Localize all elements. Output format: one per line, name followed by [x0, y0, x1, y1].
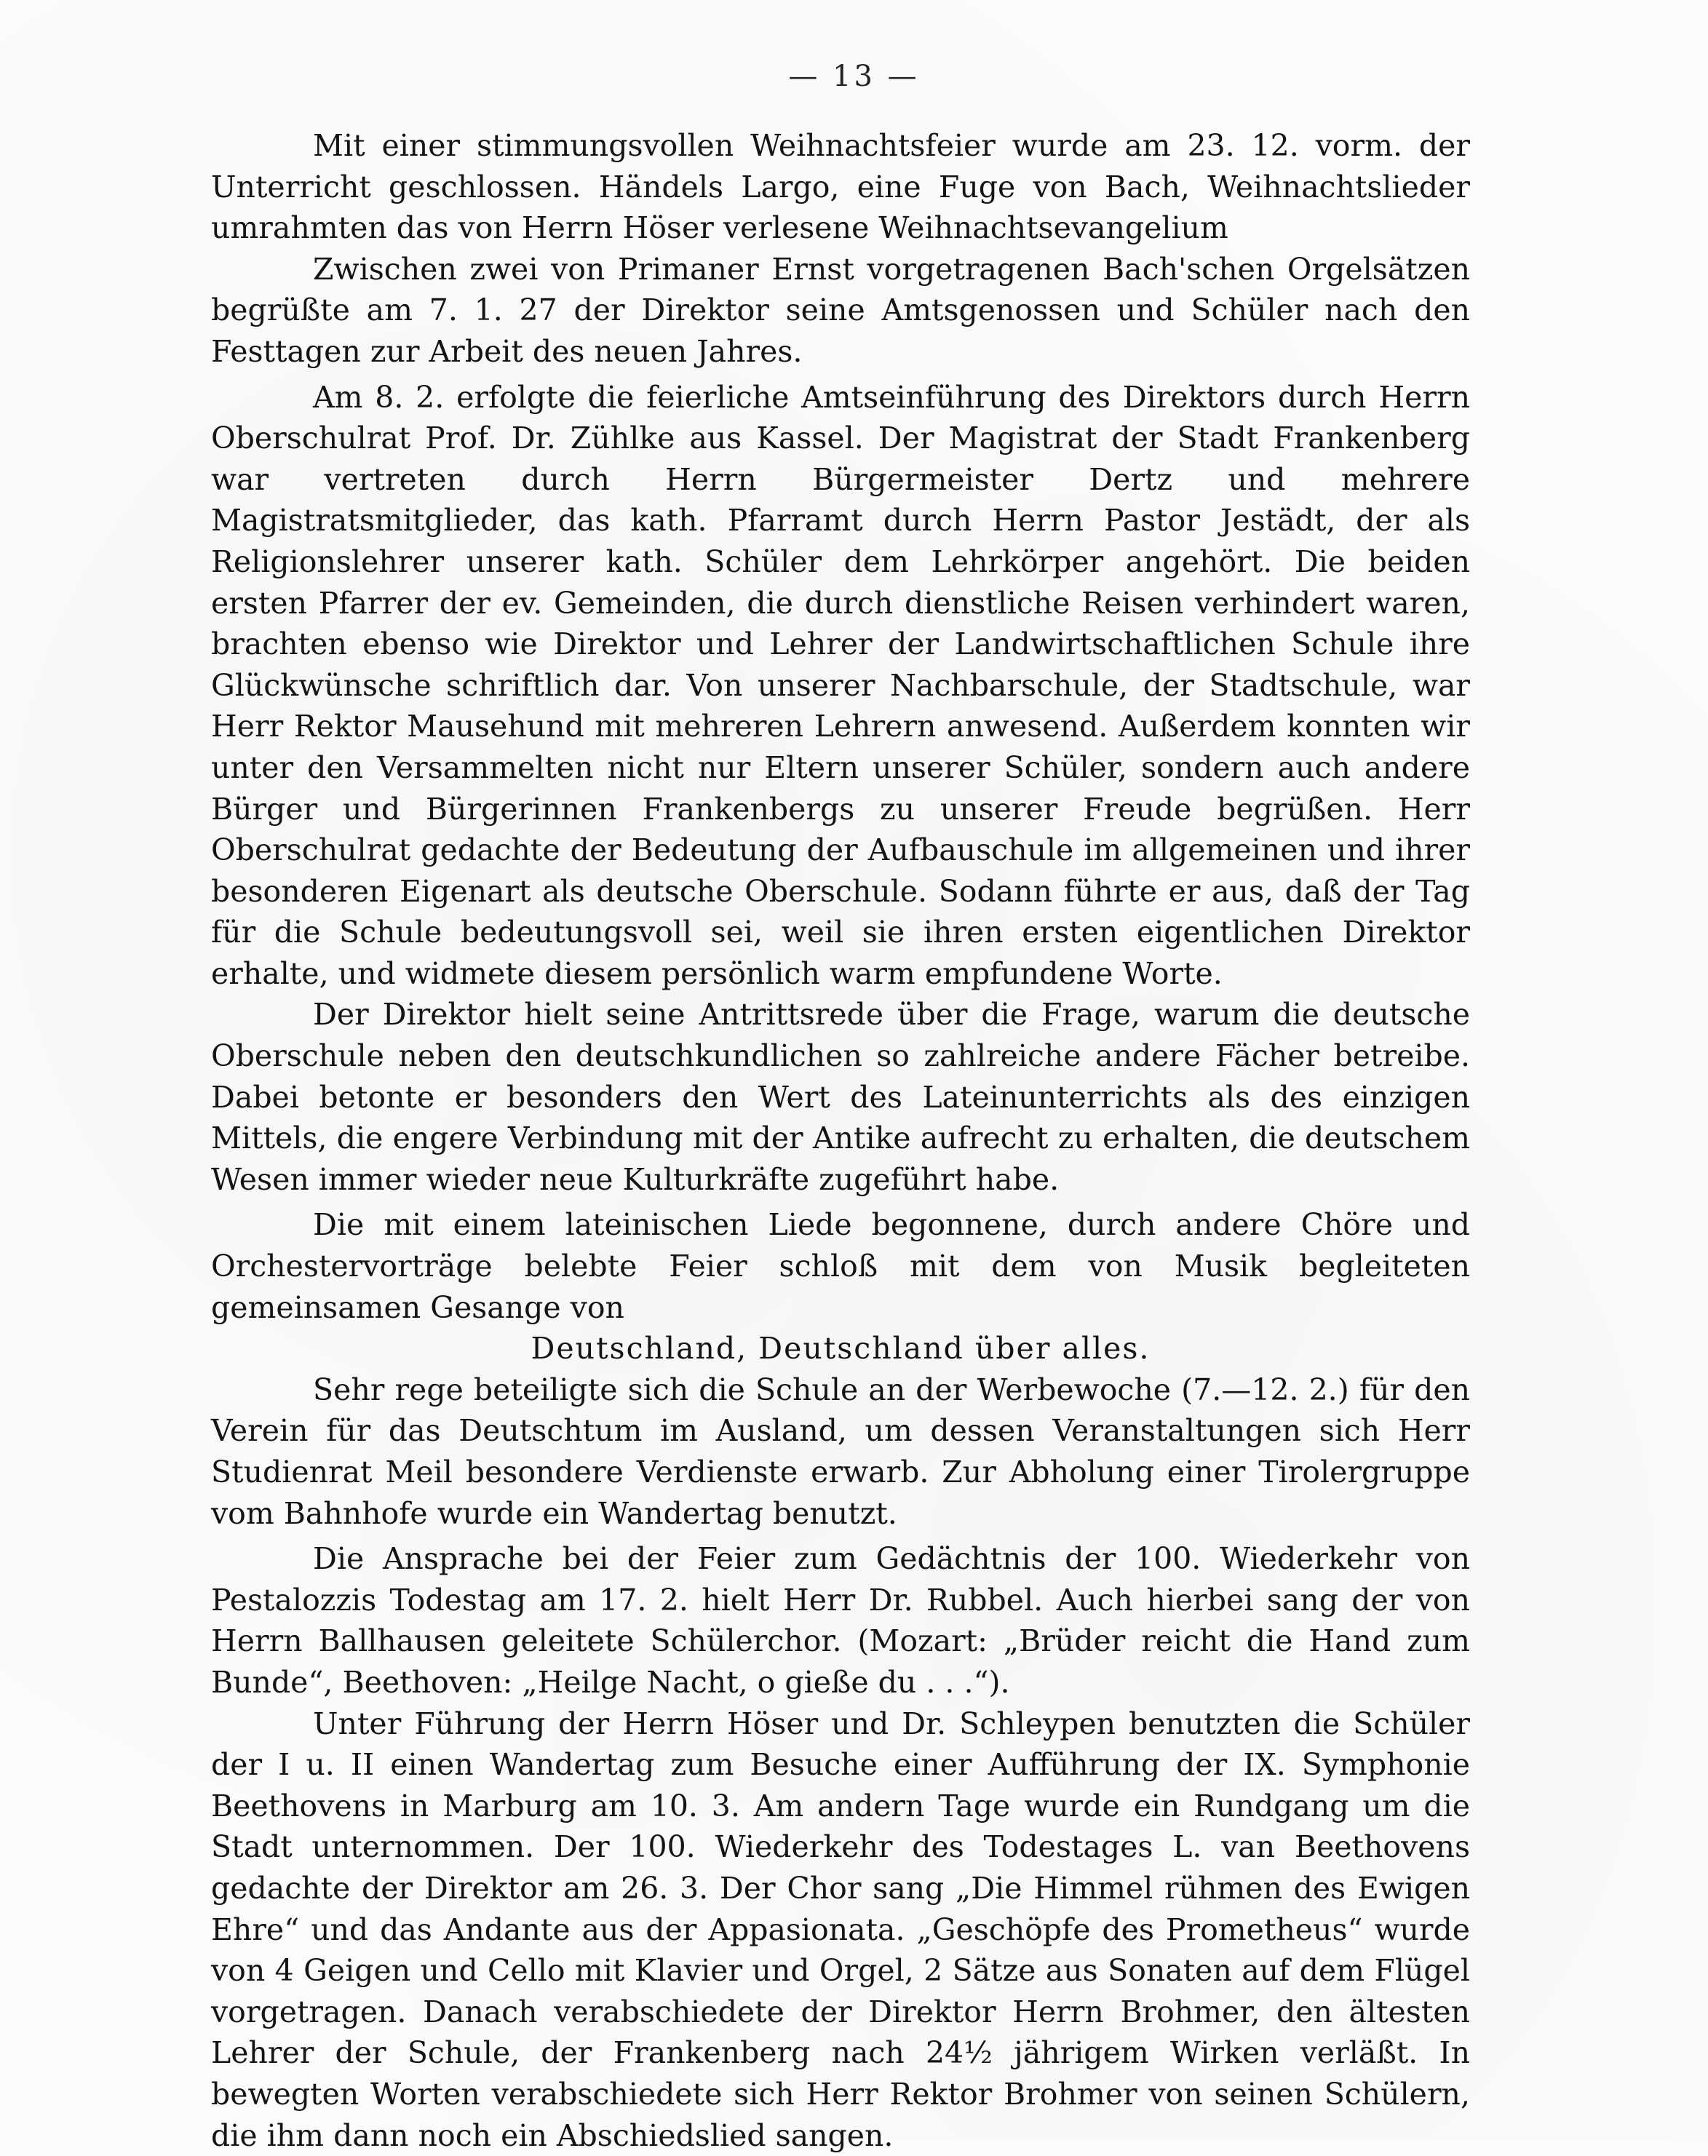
paragraph-christmas: Mit einer stimmungsvollen Weihnachtsfeier wurde am 23. 12. vorm. der Unterricht geschlossen. Händels Largo, eine Fuge von Bach, Weihnachtslieder umrahmten das von Herrn Höser verlesene Weihnachtsevangelium [211, 128, 1470, 246]
paragraph-celebration: Die mit einem lateinischen Liede begonnene, durch andere Chöre und Orchestervorträge belebte Feier schloß mit dem von Musik begleiteten gemeinsamen Gesange von [211, 1207, 1470, 1325]
paragraph-inaugural-speech: Der Direktor hielt seine Antrittsrede über die Frage, warum die deutsche Oberschule neben den deutschkundlichen so zahlreiche andere Fächer betreibe. Dabei betonte er besonders den Wert des Lateinunterrichts als des einzigen Mittels, die engere Verbindung mit der Antike aufrecht zu erhalten, die deutschem Wesen immer wieder neue Kulturkräfte zugeführt habe. [211, 997, 1470, 1197]
paragraph-new-year: Zwischen zwei von Primaner Ernst vorgetragenen Bach'schen Orgelsätzen begrüßte am 7. 1. 27 der Direktor seine Amtsgenossen und Schüler nach den Festtagen zur Arbeit des neuen Jahres. [211, 251, 1470, 369]
paragraph-promotion-week: Sehr rege beteiligte sich die Schule an der Werbewoche (7.—12. 2.) für den Verein für das Deutschtum im Ausland, um dessen Veranstaltungen sich Herr Studienrat Meil besondere Verdienste erwarb. Zur Abholung einer Tirolergruppe vom Bahnhofe wurde ein Wandertag benutzt. [211, 1372, 1470, 1531]
body-text [211, 125, 1470, 2156]
paragraph-pestalozzi: Die Ansprache bei der Feier zum Gedächtnis der 100. Wiederkehr von Pestalozzis Todestag am 17. 2. hielt Herr Dr. Rubbel. Auch hierbei sang der von Herrn Ballhausen geleitete Schülerchor. (Mozart: „Brüder reicht die Hand zum Bunde“, Beethoven: „Heilge Nacht, o gieße du . . .“). [211, 1541, 1470, 1700]
paragraph-installation: Am 8. 2. erfolgte die feierliche Amtseinführung des Direktors durch Herrn Oberschulrat Prof. Dr. Zühlke aus Kassel. Der Magistrat der Stadt Frankenberg war vertreten durch Herrn Bürgermeister Dertz und mehrere Magistratsmitglieder, das kath. Pfarramt durch Herrn Pastor Jestädt, der als Religionslehrer unserer kath. Schüler dem Lehrkörper angehört. Die beiden ersten Pfarrer der ev. Gemeinden, die durch dienstliche Reisen verhindert waren, brachten ebenso wie Direktor und Lehrer der Landwirtschaftlichen Schule ihre Glückwünsche schriftlich dar. Von unserer Nachbarschule, der Stadtschule, war Herr Rektor Mausehund mit mehreren Lehrern anwesend. Außerdem konnten wir unter den Versammelten nicht nur Eltern unserer Schüler, sondern auch andere Bürger und Bürgerinnen Frankenbergs zu unserer Freude begrüßen. Herr Oberschulrat gedachte der Bedeutung der Aufbauschule im allgemeinen und ihrer besonderen Eigenart als deutsche Oberschule. Sodann führte er aus, daß der Tag für die Schule bedeutungsvoll sei, weil sie ihren ersten eigentlichen Direktor erhalte, und widmete diesem persönlich warm empfundene Worte. [211, 379, 1470, 991]
page-number: — 13 — [788, 60, 920, 93]
anthem-line: Deutschland, Deutschland über alles. [531, 1331, 1151, 1367]
paragraph-beethoven: Unter Führung der Herrn Höser und Dr. Schleypen benutzten die Schüler der I u. II einen Wandertag zum Besuche einer Aufführung der IX. Symphonie Beethovens in Marburg am 10. 3. Am andern Tage wurde ein Rundgang um die Stadt unternommen. Der 100. Wiederkehr des Todestages L. van Beethovens gedachte der Direktor am 26. 3. Der Chor sang „Die Himmel rühmen des Ewigen Ehre“ und das Andante aus der Appasionata. „Geschöpfe des Prometheus“ wurde von 4 Geigen und Cello mit Klavier und Orgel, 2 Sätze aus Sonaten auf dem Flügel vorgetragen. Danach verabschiedete der Direktor Herrn Brohmer, den ältesten Lehrer der Schule, der Frankenberg nach 24½ jährigem Wirken verläßt. In bewegten Worten verabschiedete sich Herr Rektor Brohmer von seinen Schülern, die ihm dann noch ein Abschiedslied sangen. [211, 1706, 1470, 2153]
